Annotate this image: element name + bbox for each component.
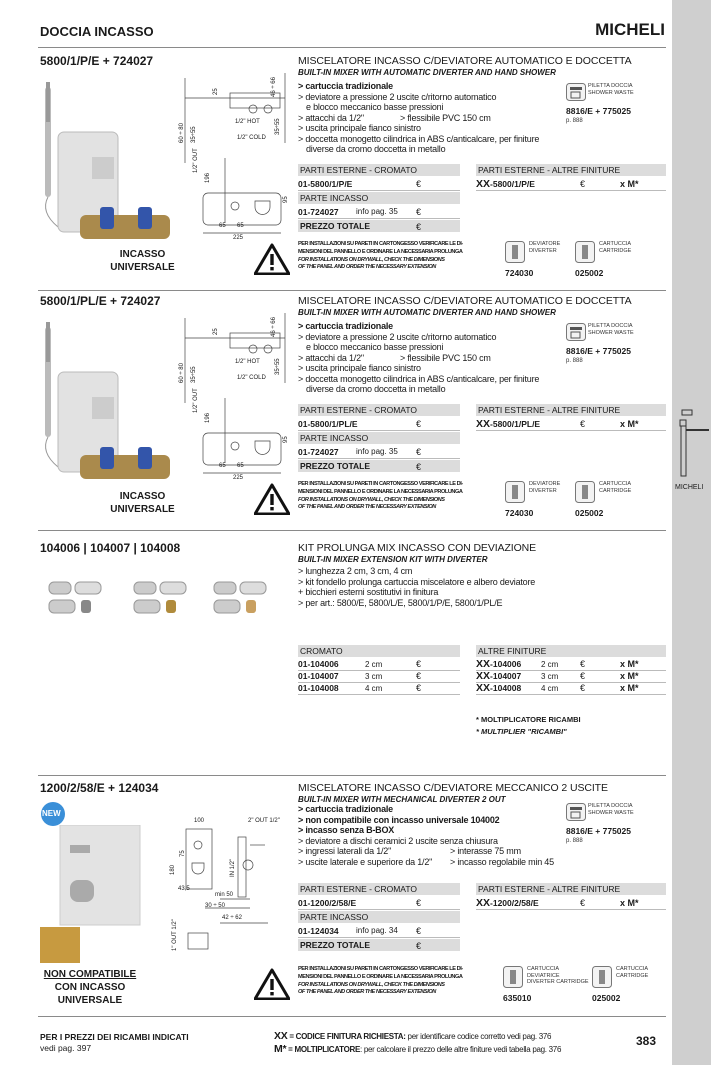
dimension-label: 75 <box>180 850 186 857</box>
dimension-label: 1/2" OUT <box>193 148 199 173</box>
kit-length: 3 cm <box>365 672 383 681</box>
other-finish-header: PARTI ESTERNE - ALTRE FINITURE <box>478 165 621 175</box>
row-underline <box>298 909 460 910</box>
chrome-code <box>298 659 339 670</box>
brand-logo: MICHELI <box>595 20 665 39</box>
dimension-label: 35÷55 <box>191 126 197 143</box>
dimension-label: 1/2" HOT <box>235 359 260 365</box>
row-underline <box>298 430 460 431</box>
section-divider <box>38 530 666 531</box>
other-finish-header: PARTI ESTERNE - ALTRE FINITURE <box>478 884 621 894</box>
builtin-header: PARTE INCASSO <box>300 193 369 203</box>
new-badge-label: NEW <box>42 809 61 818</box>
feature-line: > deviatore a pressione 2 uscite c/ritorno automatico <box>298 91 497 102</box>
row-underline <box>476 430 666 431</box>
compatibility-badge-line: UNIVERSALE <box>57 995 123 1006</box>
page-number: 383 <box>636 1034 657 1048</box>
multiplier: x M* <box>620 898 639 908</box>
chrome-code: 01-1200/2/58/E <box>298 898 357 908</box>
technical-drawing <box>175 313 295 483</box>
spare-part-label: DIVERTER <box>529 487 557 494</box>
dimension-label: 25 <box>213 328 219 335</box>
feature-line: > doccetta monogetto cilindrica in ABS c/anticalcare, per finiture <box>298 373 540 384</box>
spare-part-label: DIVERTER <box>529 247 557 254</box>
drywall-warning-line: PER INSTALLAZIONI SU PARETI IN CARTONGESSO VERIFICARE LE DI- <box>298 481 463 487</box>
feature-line: e blocco meccanico basse pressioni <box>306 102 444 112</box>
chrome-header: PARTI ESTERNE - CROMATO <box>300 165 417 175</box>
feature-line: > cartuccia tradizionale <box>298 804 393 814</box>
drywall-warning-line: PER INSTALLAZIONI SU PARETI IN CARTONGESSO VERIFICARE LE DI- <box>298 241 463 247</box>
dimension-label: 30 ÷ 50 <box>205 903 225 909</box>
feature-line-secondary: > incasso regolabile min 45 <box>450 856 554 867</box>
finish-code-prefix: XX <box>476 178 491 190</box>
product-code: 104006 | 104007 | 104008 <box>40 541 181 555</box>
dimension-label: 35÷55 <box>275 358 281 375</box>
row-underline <box>298 190 460 191</box>
shower-waste-label: PILETTA DOCCIA <box>588 803 633 809</box>
kit-code: 104006 <box>492 659 522 669</box>
product-subtitle: BUILT-IN MIXER EXTENSION KIT WITH DIVERTER <box>298 555 488 564</box>
dimension-label: 46 ÷ 66 <box>271 317 277 337</box>
spare-part-code: 025002 <box>592 993 621 1003</box>
feature-line: > incasso senza B-BOX <box>298 825 395 835</box>
price-currency: € <box>416 926 422 936</box>
other-finish-header: ALTRE FINITURE <box>478 646 547 656</box>
feature-line: > attacchi da 1/2" <box>298 352 364 363</box>
drywall-warning-line: FOR INSTALLATIONS ON DRYWALL, CHECK THE DIMENSIONS <box>298 256 445 263</box>
spare-part-code: 724030 <box>505 508 534 518</box>
product-code: 5800/1/P/E + 724027 <box>40 54 154 68</box>
footer-spares-note: PER I PREZZI DEI RICAMBI INDICATI <box>40 1032 189 1042</box>
xx-key: XX <box>274 1030 288 1042</box>
spare-part-label: CARTUCCIA <box>616 966 648 972</box>
multiplier: x M* <box>620 683 639 693</box>
spare-part-icon <box>592 966 612 993</box>
spare-part-label: DEVIATORE <box>529 481 561 487</box>
spare-part-icon <box>575 481 595 508</box>
header-divider <box>38 47 666 48</box>
kit-code: 104007 <box>310 671 339 681</box>
footer-m-legend <box>274 1043 561 1055</box>
feature-line: > doccetta monogetto cilindrica in ABS c/anticalcare, per finiture <box>298 133 540 144</box>
feature-line: > cartuccia tradizionale <box>298 81 393 91</box>
chrome-prefix: 01- <box>298 659 311 669</box>
price-currency: € <box>416 941 422 951</box>
feature-line: > attacchi da 1/2" <box>298 112 364 123</box>
product-photo <box>40 825 150 970</box>
row-underline <box>298 458 460 459</box>
technical-drawing <box>175 73 295 243</box>
dimension-label: 35÷55 <box>275 118 281 135</box>
finish-code: -5800/1/P/E <box>490 179 535 189</box>
kit-code: 104007 <box>492 671 522 681</box>
product-title: MISCELATORE INCASSO C/DEVIATORE AUTOMATICO E DOCCETTA <box>298 55 632 67</box>
warning-icon <box>254 483 290 520</box>
product-subtitle: BUILT-IN MIXER WITH MECHANICAL DIVERTER 2 OUT <box>298 795 506 804</box>
product-code: 1200/2/58/E + 124034 <box>40 781 159 795</box>
row-underline <box>298 694 460 695</box>
multiplier: x M* <box>620 419 639 429</box>
price-currency: € <box>416 671 422 681</box>
kit-code-separator: - <box>490 683 493 693</box>
price-currency: € <box>416 207 422 217</box>
feature-line: > ingressi laterali da 1/2" <box>298 846 392 856</box>
feature-line: diverse da cromo doccetta in metallo <box>306 144 446 154</box>
footer-divider <box>38 1016 666 1017</box>
shower-waste-label-en: SHOWER WASTE <box>588 89 634 96</box>
builtin-info: info pag. 35 <box>356 447 398 456</box>
finish-code-prefix: XX <box>476 897 491 909</box>
feature-line: > per art.: 5800/E, 5800/L/E, 5800/1/P/E, 5800/1/PL/E <box>298 597 503 608</box>
shower-waste-code: 8816/E + 775025 <box>566 106 631 116</box>
footer-xx-legend <box>274 1030 551 1042</box>
chrome-header: CROMATO <box>300 646 343 656</box>
feature-line: > non compatibile con incasso universale 104002 <box>298 814 500 825</box>
drywall-warning-line: OF THE PANEL AND ORDER THE NECESSARY EXTENSION <box>298 264 436 271</box>
row-underline <box>298 937 460 938</box>
spare-part-label: DEVIATORE <box>529 241 561 247</box>
m-text: : per calcolare il prezzo delle altre finiture vedi tabella pag. 376 <box>360 1045 562 1054</box>
extension-kit-photo <box>45 580 115 625</box>
price-currency: € <box>416 447 422 457</box>
row-underline <box>476 190 666 191</box>
dimension-label: IN 1/2" <box>230 858 236 877</box>
dimension-label: 196 <box>205 172 211 183</box>
spare-part-label: DEVIATRICE <box>527 972 560 979</box>
builtin-info: info pag. 34 <box>356 926 398 935</box>
spare-part-label: CARTUCCIA <box>527 966 559 972</box>
extension-kit-photo <box>130 580 200 625</box>
builtin-header: PARTE INCASSO <box>300 912 369 922</box>
spare-part-label: CARTRIDGE <box>599 247 632 254</box>
drywall-warning-line: MENSIONI DEL PANNELLO E ORDINARE LA NECESSARIA PROLUNGA <box>298 488 463 495</box>
total-price: PREZZO TOTALE <box>300 461 371 471</box>
multiplier-note-en: * MULTIPLIER "RICAMBI" <box>476 727 567 736</box>
shower-waste-icon <box>566 83 586 106</box>
compatibility-badge-line: UNIVERSALE <box>110 504 175 515</box>
feature-line: > deviatore a dischi ceramici 2 uscite senza chiusura <box>298 835 498 846</box>
drywall-warning-line: MENSIONI DEL PANNELLO E ORDINARE LA NECESSARIA PROLUNGA <box>298 248 463 255</box>
kit-code-separator: - <box>490 659 493 669</box>
dimension-label: 1/2" COLD <box>237 375 266 381</box>
dimension-label: 196 <box>205 412 211 423</box>
dimension-label: 35÷55 <box>191 366 197 383</box>
builtin-code: 01-724027 <box>298 207 339 217</box>
spare-part-label: CARTUCCIA <box>599 241 631 247</box>
price-currency: € <box>416 179 422 189</box>
finish-code-prefix: XX <box>476 682 491 694</box>
kit-length: 3 cm <box>541 672 559 681</box>
dimension-label: 225 <box>233 475 244 481</box>
chrome-code: 01-5800/1/P/E <box>298 179 353 189</box>
dimension-label: 1" OUT 1/2" <box>172 919 178 951</box>
dimension-label: 60 ÷ 80 <box>179 363 185 383</box>
chrome-header: PARTI ESTERNE - CROMATO <box>300 884 417 894</box>
chrome-code <box>298 683 339 694</box>
dimension-label: 1/2" COLD <box>237 135 266 141</box>
kit-code: 104008 <box>310 683 339 693</box>
price-currency: € <box>580 898 586 908</box>
dimension-label: 1/2" HOT <box>235 119 260 125</box>
feature-line: > uscita principale fianco sinistro <box>298 123 421 133</box>
drywall-warning-line: OF THE PANEL AND ORDER THE NECESSARY EXTENSION <box>298 989 436 996</box>
other-finish-header: PARTI ESTERNE - ALTRE FINITURE <box>478 405 621 415</box>
product-subtitle: BUILT-IN MIXER WITH AUTOMATIC DIVERTER AND HAND SHOWER <box>298 68 556 77</box>
builtin-info: info pag. 35 <box>356 207 398 216</box>
feature-line: > kit fondello prolunga cartuccia miscelatore e albero deviatore <box>298 576 536 587</box>
row-underline <box>476 694 666 695</box>
multiplier-note: * MOLTIPLICATORE RICAMBI <box>476 715 581 724</box>
drywall-warning-line: MENSIONI DEL PANNELLO E ORDINARE LA NECESSARIA PROLUNGA <box>298 973 463 980</box>
feature-line-secondary: > interasse 75 mm <box>450 846 521 856</box>
product-title: MISCELATORE INCASSO C/DEVIATORE MECCANICO 2 USCITE <box>298 782 608 794</box>
spare-part-code: 025002 <box>575 268 604 278</box>
spare-part-code: 025002 <box>575 508 604 518</box>
side-tab <box>672 0 711 1065</box>
multiplier: x M* <box>620 659 639 669</box>
price-currency: € <box>416 683 422 693</box>
dimension-label: 2" OUT 1/2" <box>248 818 280 824</box>
builtin-body-photo <box>70 445 190 486</box>
faucet-icon <box>676 408 710 480</box>
technical-drawing <box>150 815 290 955</box>
chrome-prefix: 01- <box>298 683 311 693</box>
dimension-label: 43,5 <box>178 886 190 892</box>
chrome-header: PARTI ESTERNE - CROMATO <box>300 405 417 415</box>
dimension-label: 60 ÷ 80 <box>179 123 185 143</box>
product-subtitle: BUILT-IN MIXER WITH AUTOMATIC DIVERTER AND HAND SHOWER <box>298 308 556 317</box>
m-key: M* <box>274 1043 287 1055</box>
compatibility-badge-line: NON COMPATIBILE <box>43 969 137 980</box>
price-currency: € <box>416 898 422 908</box>
dimension-label: 46 ÷ 66 <box>271 77 277 97</box>
kit-length: 4 cm <box>541 684 559 693</box>
shower-waste-label-en: SHOWER WASTE <box>588 329 634 336</box>
dimension-label: 65 <box>237 223 244 229</box>
chrome-code: 01-5800/1/PL/E <box>298 419 358 429</box>
dimension-label: 65 <box>219 463 226 469</box>
price-currency: € <box>580 683 586 693</box>
kit-code: 104008 <box>492 683 522 693</box>
other-finish-code <box>476 897 539 909</box>
compatibility-badge-line: UNIVERSALE <box>110 262 175 273</box>
other-finish-code <box>476 683 521 694</box>
feature-line: > uscita principale fianco sinistro <box>298 363 421 373</box>
section-title: DOCCIA INCASSO <box>40 24 154 39</box>
shower-waste-page: p. 888 <box>566 358 583 364</box>
shower-waste-label: PILETTA DOCCIA <box>588 323 633 329</box>
builtin-code: 01-124034 <box>298 926 339 936</box>
dimension-label: 100 <box>194 818 205 824</box>
compatibility-badge-line: INCASSO <box>119 249 166 260</box>
finish-code: -5800/1/PL/E <box>490 419 541 429</box>
price-currency: € <box>580 671 586 681</box>
feature-line-secondary: > flessibile PVC 150 cm <box>400 352 491 363</box>
builtin-body-photo <box>70 205 190 246</box>
finish-code-prefix: XX <box>476 418 491 430</box>
feature-line: diverse da cromo doccetta in metallo <box>306 384 446 394</box>
spare-part-label: CARTRIDGE <box>616 972 649 979</box>
xx-text: per identificare codice corretto vedi pag. 376 <box>405 1032 552 1041</box>
warning-icon <box>254 243 290 280</box>
spare-part-icon <box>505 481 525 508</box>
price-currency: € <box>416 222 422 232</box>
feature-line: > lunghezza 2 cm, 3 cm, 4 cm <box>298 566 413 576</box>
spare-part-label: CARTUCCIA <box>599 481 631 487</box>
section-divider <box>38 775 666 776</box>
builtin-code: 01-724027 <box>298 447 339 457</box>
extension-kit-photo <box>210 580 280 625</box>
price-currency: € <box>416 659 422 669</box>
other-finish-code <box>476 659 521 670</box>
spare-part-code: 635010 <box>503 993 532 1003</box>
dimension-label: 65 <box>237 463 244 469</box>
spare-part-label: DIVERTER CARTRIDGE <box>527 979 589 985</box>
dimension-label: 42 ÷ 62 <box>222 915 242 921</box>
shower-waste-code: 8816/E + 775025 <box>566 826 631 836</box>
feature-line: + bicchieri esterni sostitutivi in finitura <box>298 587 439 597</box>
m-label: = MOLTIPLICATORE <box>286 1045 361 1054</box>
chrome-code <box>298 671 339 682</box>
kit-length: 4 cm <box>365 684 383 693</box>
multiplier: x M* <box>620 671 639 681</box>
warning-icon <box>254 968 290 1005</box>
multiplier: x M* <box>620 179 639 189</box>
finish-code: -1200/2/58/E <box>490 898 539 908</box>
price-currency: € <box>416 462 422 472</box>
product-title: KIT PROLUNGA MIX INCASSO CON DEVIAZIONE <box>298 542 537 554</box>
side-tab-label: MICHELI <box>675 484 704 491</box>
price-currency: € <box>580 179 586 189</box>
dimension-label: 65 <box>219 223 226 229</box>
builtin-header: PARTE INCASSO <box>300 433 369 443</box>
feature-line-secondary: > flessibile PVC 150 cm <box>400 112 491 123</box>
chrome-prefix: 01- <box>298 671 311 681</box>
feature-line: > uscite laterale e superiore da 1/2" <box>298 856 433 867</box>
shower-waste-icon <box>566 323 586 346</box>
shower-waste-code: 8816/E + 775025 <box>566 346 631 356</box>
drywall-warning-line: OF THE PANEL AND ORDER THE NECESSARY EXTENSION <box>298 504 436 511</box>
row-underline <box>476 909 666 910</box>
drywall-warning-line: FOR INSTALLATIONS ON DRYWALL, CHECK THE DIMENSIONS <box>298 981 445 988</box>
row-underline <box>298 218 460 219</box>
drywall-warning-line: PER INSTALLAZIONI SU PARETI IN CARTONGESSO VERIFICARE LE DI- <box>298 966 463 972</box>
kit-code: 104006 <box>310 659 339 669</box>
product-code: 5800/1/PL/E + 724027 <box>40 294 161 308</box>
shower-waste-page: p. 888 <box>566 118 583 124</box>
xx-label: = CODICE FINITURA RICHIESTA: <box>287 1032 406 1041</box>
section-divider <box>38 290 666 291</box>
drywall-warning-line: FOR INSTALLATIONS ON DRYWALL, CHECK THE DIMENSIONS <box>298 496 445 503</box>
dimension-label: 1/2" OUT <box>193 388 199 413</box>
price-currency: € <box>580 419 586 429</box>
spare-part-icon <box>505 241 525 268</box>
shower-waste-icon <box>566 803 586 826</box>
dimension-label: 95 <box>283 196 289 203</box>
shower-waste-page: p. 888 <box>566 838 583 844</box>
compatibility-badge-line: INCASSO <box>119 491 166 502</box>
shower-waste-label: PILETTA DOCCIA <box>588 83 633 89</box>
kit-code-separator: - <box>490 671 493 681</box>
other-finish-code <box>476 178 535 190</box>
price-currency: € <box>416 419 422 429</box>
footer-spares-page: vedi pag. 397 <box>40 1043 92 1053</box>
other-finish-code <box>476 418 540 430</box>
feature-line: > deviatore a pressione 2 uscite c/ritorno automatico <box>298 331 497 342</box>
other-finish-code <box>476 671 521 682</box>
total-price: PREZZO TOTALE <box>300 221 371 231</box>
shower-waste-label-en: SHOWER WASTE <box>588 809 634 816</box>
dimension-label: 180 <box>170 864 176 875</box>
product-title: MISCELATORE INCASSO C/DEVIATORE AUTOMATICO E DOCCETTA <box>298 295 632 307</box>
feature-line: e blocco meccanico basse pressioni <box>306 342 444 352</box>
dimension-label: 95 <box>283 436 289 443</box>
finish-code-prefix: XX <box>476 658 491 670</box>
kit-length: 2 cm <box>365 660 383 669</box>
kit-length: 2 cm <box>541 660 559 669</box>
spare-part-icon <box>575 241 595 268</box>
total-price: PREZZO TOTALE <box>300 940 371 950</box>
dimension-label: 225 <box>233 235 244 241</box>
price-currency: € <box>580 659 586 669</box>
finish-code-prefix: XX <box>476 670 491 682</box>
dimension-label: 25 <box>213 88 219 95</box>
feature-line: > cartuccia tradizionale <box>298 321 393 331</box>
dimension-label: min 50 <box>215 892 234 898</box>
spare-part-code: 724030 <box>505 268 534 278</box>
spare-part-icon <box>503 966 523 993</box>
spare-part-label: CARTRIDGE <box>599 487 632 494</box>
compatibility-badge-line: CON INCASSO <box>54 982 126 993</box>
